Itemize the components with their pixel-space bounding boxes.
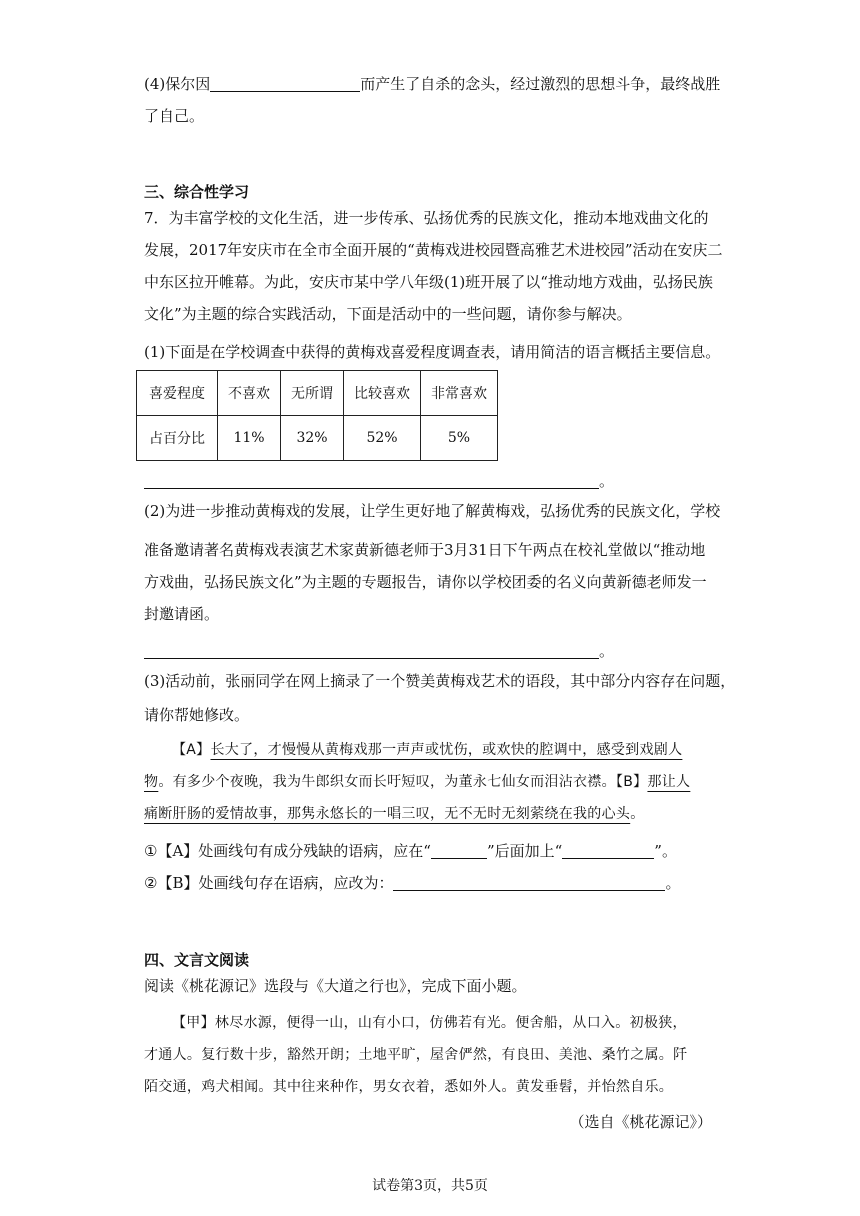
answer-blank[interactable] [210, 75, 360, 92]
q7-3-a [144, 836, 714, 867]
section-heading-4: 四、文言文阅读 [144, 951, 250, 969]
period: 。 [599, 642, 615, 660]
q7-intro-line: 7．为丰富学校的文化生活，进一步传承、弘扬优秀的民族文化，推动本地戏曲文化的 [144, 209, 709, 227]
table-row [137, 371, 498, 416]
classical-text-line: 陌交通，鸡犬相闻。其中往来种作，男女衣着，悉如外人。黄发垂髫，并怡然自乐。 [144, 1079, 674, 1095]
table-header-cell: 无所谓 [281, 371, 344, 416]
question-text: 。 [665, 874, 681, 892]
table-header-cell: 喜爱程度 [137, 371, 218, 416]
answer-blank[interactable] [144, 472, 599, 489]
section-heading-3: 三、综合性学习 [144, 183, 250, 201]
passage-line [144, 767, 714, 798]
answer-line-2 [144, 640, 614, 661]
q7-3-b [144, 868, 714, 899]
underlined-sentence-a: 长大了，才慢慢从黄梅戏那一声声或忧伤，或欢快的腔调中，感受到戏剧人 [210, 742, 683, 758]
table-row [137, 416, 498, 461]
q7-sub1: (1)下面是在学校调查中获得的黄梅戏喜爱程度调查表，请用简洁的语言概括主要信息。 [144, 343, 721, 361]
passage-line [172, 735, 742, 766]
table-cell: 占百分比 [137, 416, 218, 461]
answer-line-1 [144, 470, 614, 491]
section4-intro: 阅读《桃花源记》选段与《大道之行也》，完成下面小题。 [144, 977, 527, 995]
q7-sub2-line: 封邀请函。 [144, 605, 220, 623]
passage-line [144, 799, 714, 830]
tag-a: 【A】 [172, 742, 211, 758]
q7-sub2-line: 准备邀请著名黄梅戏表演艺术家黄新德老师于3月31日下午两点在校礼堂做以“推动地 [144, 541, 706, 559]
question-text: ”后面加上“ [486, 842, 563, 860]
table-cell: 52% [344, 416, 421, 461]
period: 。 [630, 806, 645, 822]
q6-item4-line1 [144, 69, 721, 100]
underlined-sentence-b: 那让人 [647, 774, 691, 790]
table-header-cell: 比较喜欢 [344, 371, 421, 416]
table-header-cell: 不喜欢 [218, 371, 281, 416]
question-text: ②【B】处画线句存在语病，应改为： [144, 874, 394, 892]
q7-sub2-line: 方戏曲，弘扬民族文化”为主题的专题报告，请你以学校团委的名义向黄新德老师发一 [144, 573, 707, 591]
table-cell: 11% [218, 416, 281, 461]
underlined-sentence-a-end: 物 [144, 774, 159, 790]
q6-item4-prefix: (4)保尔因 [144, 75, 211, 93]
underlined-sentence-b-cont: 痛断肝肠的爱情故事，那隽永悠长的一唱三叹，无不无时无刻萦绕在我的心头 [144, 806, 631, 822]
q7-intro-line: 中东区拉开帷幕。为此，安庆市某中学八年级(1)班开展了以“推动地方戏曲，弘扬民族 [144, 273, 713, 291]
q7-intro-line: 发展，2017年安庆市在全市全面开展的“黄梅戏进校园暨高雅艺术进校园”活动在安庆二 [144, 241, 723, 259]
period: 。 [599, 472, 615, 490]
tag-b: 【B】 [615, 774, 648, 790]
survey-table [136, 370, 498, 461]
classical-text-line: 【甲】林尽水源，便得一山，山有小口，仿佛若有光。便舍船，从口入。初极狭， [172, 1015, 687, 1031]
q7-sub2-line: (2)为进一步推动黄梅戏的发展，让学生更好地了解黄梅戏，弘扬优秀的民族文化，学校 [144, 502, 721, 520]
answer-blank[interactable] [393, 874, 665, 891]
table-cell: 32% [281, 416, 344, 461]
answer-blank[interactable] [562, 842, 654, 859]
page-footer: 试卷第3页，共5页 [372, 1178, 488, 1194]
table-cell: 5% [421, 416, 498, 461]
q6-item4-text: 而产生了自杀的念头，经过激烈的思想斗争，最终战胜 [360, 75, 721, 93]
question-text: ①【A】处画线句有成分残缺的语病，应在“ [144, 842, 431, 860]
answer-blank[interactable] [144, 642, 599, 659]
q7-sub3-line: 请你帮她修改。 [144, 706, 250, 724]
passage-text: 。有多少个夜晚，我为牛郎织女而长吁短叹，为董永七仙女而泪沾衣襟。 [158, 774, 616, 790]
q6-item4-line2: 了自己。 [144, 107, 205, 125]
q7-intro-line: 文化”为主题的综合实践活动，下面是活动中的一些问题，请你参与解决。 [144, 305, 632, 323]
answer-blank[interactable] [431, 842, 487, 859]
q7-sub3-line: (3)活动前，张丽同学在网上摘录了一个赞美黄梅戏艺术的语段，其中部分内容存在问题， [144, 672, 736, 690]
question-text: ”。 [654, 842, 677, 860]
table-header-cell: 非常喜欢 [421, 371, 498, 416]
classical-text-line: 才通人。复行数十步，豁然开朗；土地平旷，屋舍俨然，有良田、美池、桑竹之属。阡 [144, 1047, 688, 1063]
source-note: （选自《桃花源记》） [569, 1113, 712, 1131]
